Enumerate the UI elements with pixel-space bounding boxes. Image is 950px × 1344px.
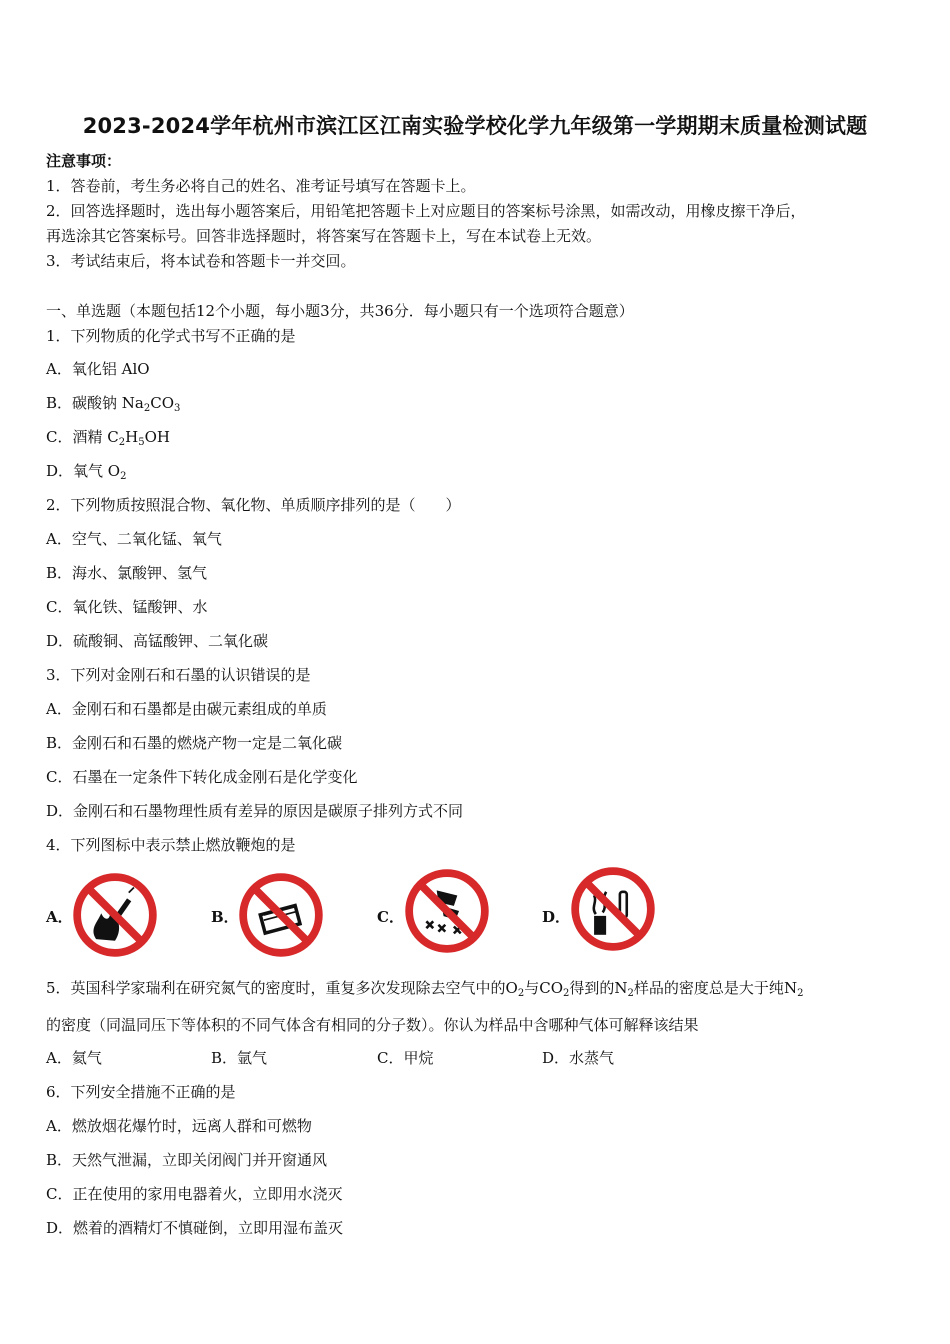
q1-c-s1: 2 bbox=[118, 437, 126, 448]
notice-item-3: 3．考试结束后，将本试卷和答题卡一并交回。 bbox=[46, 252, 356, 270]
q5-mid3: 样品的密度总是大于纯 bbox=[633, 979, 784, 997]
q2-option-b: B．海水、氯酸钾、氢气 bbox=[46, 564, 208, 582]
q1-stem: 1．下列物质的化学式书写不正确的是 bbox=[46, 327, 296, 345]
q1-option-c bbox=[46, 427, 170, 447]
q5-co2: CO bbox=[539, 979, 564, 997]
q3-option-b: B．金刚石和石墨的燃烧产物一定是二氧化碳 bbox=[46, 734, 343, 752]
q1-b-f2: CO bbox=[150, 394, 175, 412]
q2-option-d: D．硫酸铜、高锰酸钾、二氧化碳 bbox=[46, 632, 269, 650]
q6-option-a: A．燃放烟花爆竹时，远离人群和可燃物 bbox=[46, 1117, 312, 1135]
q5-stem-line-1 bbox=[46, 978, 803, 998]
q4-option-d-label: D． bbox=[542, 908, 571, 926]
q1-c-f3: OH bbox=[144, 428, 170, 446]
q1-option-b bbox=[46, 393, 180, 413]
notice-heading: 注意事项： bbox=[46, 152, 122, 170]
q6-option-c: C．正在使用的家用电器着火，立即用水浇灭 bbox=[46, 1185, 343, 1203]
q5-option-d: D．水蒸气 bbox=[542, 1049, 615, 1067]
q1-b-label: B．碳酸钠 bbox=[46, 394, 122, 412]
q3-option-a: A．金刚石和石墨都是由碳元素组成的单质 bbox=[46, 700, 327, 718]
no-smoking-sign-icon bbox=[570, 866, 656, 952]
notice-item-1: 1．答卷前，考生务必将自己的姓名、准考证号填写在答题卡上。 bbox=[46, 177, 476, 195]
q4-option-b-label: B． bbox=[211, 908, 239, 926]
q1-d-s1: 2 bbox=[120, 471, 127, 482]
q1-a-formula: AlO bbox=[121, 360, 150, 378]
q5-o2: O bbox=[505, 979, 518, 997]
q5-stem-p1: 5．英国科学家瑞利在研究氮气的密度时，重复多次发现除去空气中的 bbox=[46, 979, 506, 997]
q1-option-a bbox=[46, 359, 150, 379]
q1-c-f1: C bbox=[107, 428, 119, 446]
q1-c-f2: H bbox=[125, 428, 139, 446]
no-explosives-sign-icon bbox=[238, 872, 324, 958]
q6-option-d: D．燃着的酒精灯不慎碰倒，立即用湿布盖灭 bbox=[46, 1219, 344, 1237]
q4-option-a-label: A． bbox=[46, 908, 73, 926]
q5-option-b: B．氩气 bbox=[211, 1049, 268, 1067]
no-open-flame-sign-icon bbox=[72, 872, 158, 958]
q5-o2-sub: 2 bbox=[517, 988, 525, 999]
q1-b-s1: 2 bbox=[143, 403, 151, 414]
q5-co2-sub: 2 bbox=[563, 988, 570, 999]
q1-a-label: A．氧化铝 bbox=[46, 360, 122, 378]
q5-option-c: C．甲烷 bbox=[377, 1049, 434, 1067]
q3-option-d: D．金刚石和石墨物理性质有差异的原因是碳原子排列方式不同 bbox=[46, 802, 464, 820]
q3-stem: 3．下列对金刚石和石墨的认识错误的是 bbox=[46, 666, 311, 684]
exam-title: 2023-2024学年杭州市滨江区江南实验学校化学九年级第一学期期末质量检测试题 bbox=[82, 114, 868, 138]
q4-option-c-label: C． bbox=[377, 908, 404, 926]
notice-item-2-cont: 再选涂其它答案标号。回答非选择题时，将答案写在答题卡上，写在本试卷上无效。 bbox=[46, 227, 602, 245]
notice-item-2: 2．回答选择题时，选出每小题答案后，用铅笔把答题卡上对应题目的答案标号涂黑，如需改动，用橡皮擦干净后， bbox=[46, 202, 806, 220]
q5-n2b-sub: 2 bbox=[797, 988, 804, 999]
q2-option-a: A．空气、二氧化锰、氧气 bbox=[46, 530, 222, 548]
q4-stem: 4．下列图标中表示禁止燃放鞭炮的是 bbox=[46, 836, 296, 854]
q5-n2-sub: 2 bbox=[627, 988, 634, 999]
q3-option-c: C．石墨在一定条件下转化成金刚石是化学变化 bbox=[46, 768, 358, 786]
q1-b-f1: Na bbox=[121, 394, 144, 412]
section-heading: 一、单选题（本题包括12个小题，每小题3分，共36分．每小题只有一个选项符合题意） bbox=[46, 302, 634, 320]
q1-c-s2: 5 bbox=[138, 437, 145, 448]
q5-n2: N bbox=[614, 979, 628, 997]
q5-n2b: N bbox=[783, 979, 798, 997]
q6-option-b: B．天然气泄漏，立即关闭阀门并开窗通风 bbox=[46, 1151, 328, 1169]
no-firecrackers-sign-icon bbox=[404, 868, 490, 954]
q1-b-s2: 3 bbox=[174, 403, 181, 414]
q1-d-label: D．氧气 bbox=[46, 462, 108, 480]
q5-stem-line-2: 的密度（同温同压下等体积的不同气体含有相同的分子数）。你认为样品中含哪种气体可解释该结果 bbox=[46, 1016, 699, 1034]
q1-c-label: C．酒精 bbox=[46, 428, 108, 446]
q1-option-d bbox=[46, 461, 126, 481]
q6-stem: 6．下列安全措施不正确的是 bbox=[46, 1083, 236, 1101]
q5-mid2: 得到的 bbox=[569, 979, 615, 997]
q5-option-a: A．氦气 bbox=[46, 1049, 102, 1067]
q1-d-f1: O bbox=[107, 462, 121, 480]
q5-mid1: 与 bbox=[524, 979, 540, 997]
q2-stem: 2．下列物质按照混合物、氧化物、单质顺序排列的是（ ） bbox=[46, 496, 461, 514]
q2-option-c: C．氧化铁、锰酸钾、水 bbox=[46, 598, 208, 616]
